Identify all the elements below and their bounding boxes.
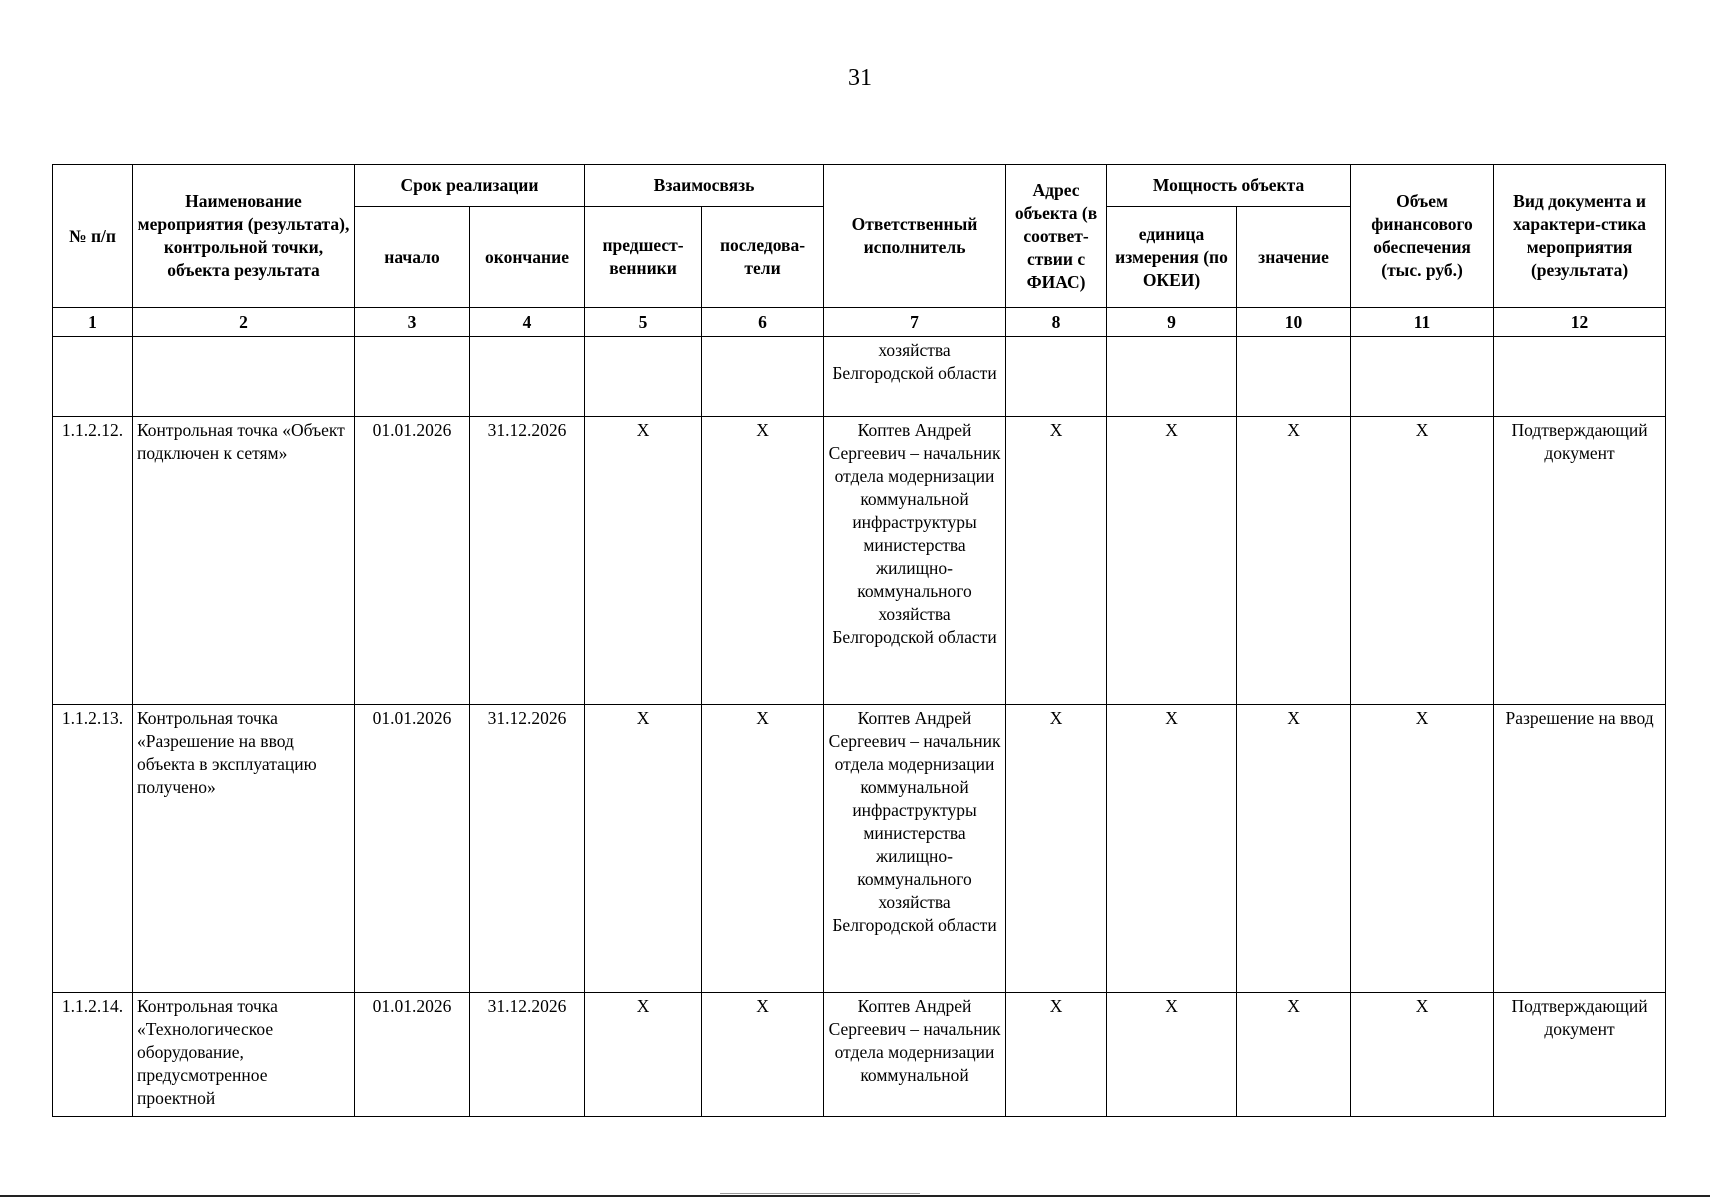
header-pred: предшест-венники <box>585 207 702 308</box>
header-unit: единица измерения (по ОКЕИ) <box>1107 207 1237 308</box>
column-number: 12 <box>1494 308 1666 337</box>
column-number: 9 <box>1107 308 1237 337</box>
row-num: 1.1.2.12. <box>53 417 133 705</box>
events-table <box>52 164 1666 1117</box>
row-unit: X <box>1107 993 1237 1117</box>
row-end: 31.12.2026 <box>470 993 585 1117</box>
row-value <box>1237 337 1351 417</box>
column-number: 2 <box>133 308 355 337</box>
row-address: X <box>1006 417 1107 705</box>
column-number: 5 <box>585 308 702 337</box>
row-address: X <box>1006 993 1107 1117</box>
header-term: Срок реализации <box>355 165 585 207</box>
table-row <box>53 417 1666 705</box>
row-unit <box>1107 337 1237 417</box>
header-capacity: Мощность объекта <box>1107 165 1351 207</box>
row-start: 01.01.2026 <box>355 417 470 705</box>
row-pred <box>585 337 702 417</box>
column-number: 11 <box>1351 308 1494 337</box>
row-name <box>133 337 355 417</box>
row-pred: X <box>585 417 702 705</box>
column-number: 10 <box>1237 308 1351 337</box>
row-finance: X <box>1351 417 1494 705</box>
header-relation: Взаимосвязь <box>585 165 824 207</box>
row-finance <box>1351 337 1494 417</box>
row-unit: X <box>1107 417 1237 705</box>
header-doc-type: Вид документа и характери-стика мероприятия (результата) <box>1494 165 1666 308</box>
header-end: окончание <box>470 207 585 308</box>
column-number: 8 <box>1006 308 1107 337</box>
header-num: № п/п <box>53 165 133 308</box>
row-value: X <box>1237 705 1351 993</box>
row-finance: X <box>1351 705 1494 993</box>
row-doc: Подтверждающий документ <box>1494 993 1666 1117</box>
header-succ: последова-тели <box>702 207 824 308</box>
row-num: 1.1.2.14. <box>53 993 133 1117</box>
table-row <box>53 705 1666 993</box>
column-number: 1 <box>53 308 133 337</box>
row-doc <box>1494 337 1666 417</box>
header-value: значение <box>1237 207 1351 308</box>
header-finance: Объем финансового обеспечения (тыс. руб.) <box>1351 165 1494 308</box>
row-start: 01.01.2026 <box>355 705 470 993</box>
header-responsible: Ответственный исполнитель <box>824 165 1006 308</box>
row-address: X <box>1006 705 1107 993</box>
row-name: Контрольная точка «Объект подключен к сетям» <box>133 417 355 705</box>
scan-bottom-edge <box>0 1195 1710 1197</box>
column-number: 7 <box>824 308 1006 337</box>
header-address: Адрес объекта (в соответ-ствии с ФИАС) <box>1006 165 1107 308</box>
row-name: Контрольная точка «Разрешение на ввод объекта в эксплуатацию получено» <box>133 705 355 993</box>
table-row <box>53 337 1666 417</box>
row-address <box>1006 337 1107 417</box>
row-start <box>355 337 470 417</box>
row-end <box>470 337 585 417</box>
row-end: 31.12.2026 <box>470 705 585 993</box>
row-name: Контрольная точка «Технологическое оборудование, предусмотренное проектной <box>133 993 355 1117</box>
column-number: 4 <box>470 308 585 337</box>
row-pred: X <box>585 993 702 1117</box>
row-finance: X <box>1351 993 1494 1117</box>
row-start: 01.01.2026 <box>355 993 470 1117</box>
row-responsible: Коптев Андрей Сергеевич – начальник отдела модернизации коммунальной <box>824 993 1006 1117</box>
row-succ <box>702 337 824 417</box>
scan-bottom-mark <box>720 1193 920 1194</box>
column-number: 6 <box>702 308 824 337</box>
row-unit: X <box>1107 705 1237 993</box>
row-value: X <box>1237 993 1351 1117</box>
row-value: X <box>1237 417 1351 705</box>
row-end: 31.12.2026 <box>470 417 585 705</box>
row-num <box>53 337 133 417</box>
table-row <box>53 993 1666 1117</box>
row-doc: Разрешение на ввод <box>1494 705 1666 993</box>
row-num: 1.1.2.13. <box>53 705 133 993</box>
row-responsible: Коптев Андрей Сергеевич – начальник отдела модернизации коммунальной инфраструктуры министерства жилищно-коммунального хозяйства Белгородской области <box>824 417 1006 705</box>
row-succ: X <box>702 705 824 993</box>
header-name: Наименование мероприятия (результата), контрольной точки, объекта результата <box>133 165 355 308</box>
page-number: 31 <box>848 65 872 91</box>
row-pred: X <box>585 705 702 993</box>
row-succ: X <box>702 993 824 1117</box>
row-doc: Подтверждающий документ <box>1494 417 1666 705</box>
header-start: начало <box>355 207 470 308</box>
row-responsible: хозяйства Белгородской области <box>824 337 1006 417</box>
row-succ: X <box>702 417 824 705</box>
column-number: 3 <box>355 308 470 337</box>
row-responsible: Коптев Андрей Сергеевич – начальник отдела модернизации коммунальной инфраструктуры министерства жилищно-коммунального хозяйства Белгородской области <box>824 705 1006 993</box>
